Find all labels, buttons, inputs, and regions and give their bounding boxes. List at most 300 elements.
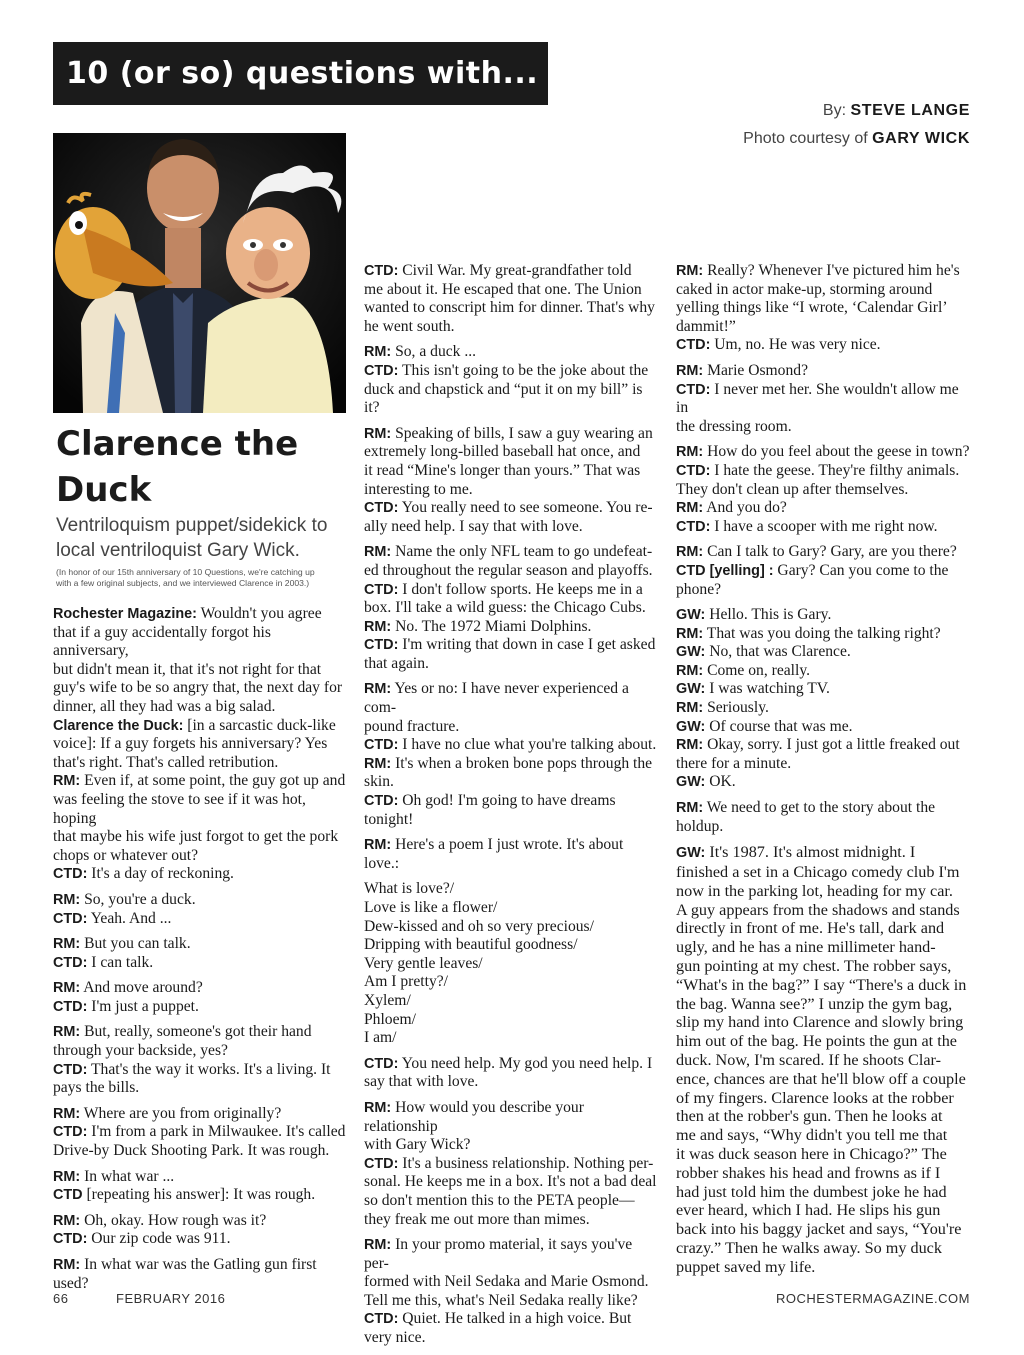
speaker-label: RM:	[364, 837, 392, 854]
speaker-label: CTD:	[53, 954, 88, 971]
speaker-label: GW:	[676, 718, 706, 735]
line-text: Here's a poem I just wrote. It's about love.:	[364, 836, 624, 872]
text-line	[364, 1192, 660, 1211]
line-text: holdup.	[676, 817, 724, 835]
exchange-paragraph	[364, 836, 660, 873]
line-text: They don't clean up after themselves.	[676, 480, 909, 498]
text-line	[364, 499, 660, 518]
exchange-paragraph	[53, 1212, 348, 1249]
text-line	[364, 443, 660, 462]
line-text: It's when a broken bone pops through the	[391, 754, 653, 772]
line-text: Yes or no: I have never experienced a com-	[364, 680, 629, 717]
line-text: This isn't going to be the joke about the	[398, 361, 649, 379]
line-text: pound fracture.	[364, 717, 460, 735]
line-text: used?	[53, 1274, 89, 1292]
line-text: No. The 1972 Miami Dolphins.	[391, 617, 592, 635]
text-line	[676, 1107, 972, 1126]
line-text: I can talk.	[87, 953, 154, 971]
speaker-label: RM:	[364, 544, 392, 561]
section-banner: 10 (or so) questions with...	[53, 42, 548, 105]
line-text: duck and chapstick and “put it on my bill” is it?	[364, 380, 643, 417]
poem	[364, 880, 660, 1047]
line-text: Marie Osmond?	[703, 361, 808, 379]
speaker-label: CTD:	[53, 866, 88, 883]
speaker-label: CTD:	[676, 518, 711, 535]
speaker-label: RM:	[676, 800, 704, 817]
line-text: It's a day of reckoning.	[87, 865, 234, 883]
line-text: So, you're a duck.	[80, 890, 196, 908]
speaker-label: CTD:	[364, 581, 399, 598]
speaker-label: CTD:	[53, 1231, 88, 1248]
line-text: the dressing room.	[676, 417, 792, 435]
speaker-label: GW:	[676, 774, 706, 791]
speaker-label: CTD:	[364, 1311, 399, 1328]
text-line	[676, 499, 972, 518]
line-text: So, a duck ...	[391, 343, 477, 361]
text-line	[53, 865, 348, 884]
speaker-label: RM:	[676, 625, 704, 642]
interview-column-2	[364, 262, 660, 1355]
line-text: through your backside, yes?	[53, 1042, 228, 1060]
text-line	[364, 425, 660, 444]
line-text: phone?	[676, 580, 722, 598]
speaker-label: CTD:	[364, 637, 399, 654]
text-line	[676, 1145, 972, 1164]
text-line	[364, 1055, 660, 1074]
line-text: yelling things like “I wrote, ‘Calendar Girl’	[676, 299, 948, 317]
line-text: duck. Now, I'm scared. If he shoots Clar-	[676, 1050, 941, 1069]
speaker-label: RM:	[676, 263, 704, 279]
line-text: ugly, and he has a nine millimeter hand-	[676, 938, 936, 957]
issue-date: FEBRUARY 2016	[116, 1291, 226, 1306]
line-text: I'm just a puppet.	[87, 997, 199, 1015]
text-line	[676, 262, 972, 281]
line-text: Um, no. He was very nice.	[710, 336, 881, 354]
text-line	[364, 1273, 660, 1292]
speaker-label: GW:	[676, 845, 706, 862]
text-line	[676, 643, 972, 662]
speaker-label: RM:	[53, 1257, 81, 1273]
poem-line: What is love?/	[364, 880, 455, 898]
text-line	[676, 1164, 972, 1183]
poem-line: Very gentle leaves/	[364, 954, 483, 972]
text-line	[676, 843, 972, 863]
interview-block	[676, 262, 972, 836]
line-text: I'm from a park in Milwaukee. It's called	[87, 1123, 346, 1141]
speaker-label: CTD:	[53, 1124, 88, 1141]
line-text: him out of the bag. He points the gun at the	[676, 1032, 957, 1051]
text-line	[676, 699, 972, 718]
line-text: OK.	[705, 773, 736, 791]
text-line	[676, 418, 972, 437]
line-text: Tell me this, what's Neil Sedaka really like?	[364, 1291, 638, 1309]
line-text: sonal. He keeps me in a box. It's not a bad deal	[364, 1173, 657, 1191]
line-text: Even if, at some point, the guy got up and	[80, 772, 346, 790]
speaker-label: CTD:	[364, 263, 399, 279]
line-text: back into his baggy jacket and says, “You're	[676, 1220, 962, 1239]
text-line	[676, 1032, 972, 1051]
text-line	[364, 811, 660, 830]
text-line	[53, 998, 348, 1017]
line-text: In what war was the Gatling gun first	[80, 1256, 317, 1273]
line-text: Speaking of bills, I saw a guy wearing an	[391, 424, 653, 442]
text-line	[364, 462, 660, 481]
exchange-paragraph	[676, 799, 972, 836]
line-text: Hello. This is Gary.	[705, 606, 832, 624]
line-text: crazy.” Then he walks away. So my duck	[676, 1238, 942, 1257]
line-text: with Gary Wick?	[364, 1136, 471, 1154]
line-text: I have no clue what you're talking about.	[398, 736, 657, 754]
text-line	[676, 976, 972, 995]
text-line	[676, 995, 972, 1014]
text-line	[53, 698, 348, 717]
speaker-label: RM:	[364, 425, 392, 442]
exchange-paragraph	[364, 343, 660, 417]
interview-block	[364, 262, 660, 873]
text-line	[676, 680, 972, 699]
line-text: skin.	[364, 773, 394, 791]
title-line: Clarence the	[56, 424, 299, 464]
line-text: voice]: If a guy forgets his anniversary? Yes	[53, 735, 328, 753]
text-line	[364, 1073, 660, 1092]
line-text: Can I talk to Gary? Gary, are you there?	[703, 543, 957, 561]
text-line	[676, 299, 972, 318]
speaker-label: CTD:	[364, 362, 399, 379]
line-text: But you can talk.	[80, 935, 191, 953]
photographer-name: GARY WICK	[872, 130, 970, 147]
text-line	[364, 1211, 660, 1230]
text-line	[53, 1061, 348, 1080]
text-line	[53, 935, 348, 954]
line-text: dammit!”	[676, 317, 736, 335]
text-line	[53, 1142, 348, 1161]
speaker-label: RM:	[53, 1105, 81, 1122]
speaker-label: Rochester Magazine:	[53, 606, 197, 622]
interview-block	[364, 1055, 660, 1348]
text-line	[53, 910, 348, 929]
line-text: so don't mention this to the PETA people—	[364, 1191, 635, 1209]
text-line	[364, 1155, 660, 1174]
text-line	[364, 599, 660, 618]
page-number: 66	[53, 1291, 69, 1306]
interview-column-1	[53, 605, 348, 1300]
exchange-paragraph	[53, 935, 348, 972]
text-line	[364, 318, 660, 337]
exchange-paragraph	[53, 979, 348, 1016]
poem-line: Xylem/	[364, 991, 411, 1009]
text-line	[364, 299, 660, 318]
text-line	[676, 606, 972, 625]
line-text: And move around?	[80, 979, 203, 997]
subtitle-line: local ventriloquist Gary Wick.	[56, 540, 300, 561]
exchange-paragraph	[364, 425, 660, 537]
line-text: That was you doing the talking right?	[703, 624, 941, 642]
speaker-label: RM:	[676, 444, 704, 461]
text-line	[53, 1186, 348, 1205]
text-line	[676, 518, 972, 537]
line-text: it read “Mine's longer than yours.” That was	[364, 461, 641, 479]
line-text: I was watching TV.	[705, 680, 830, 698]
text-line	[364, 1099, 660, 1136]
line-text: that maybe his wife just forgot to get the pork	[53, 828, 339, 846]
line-text: In what war ...	[80, 1167, 175, 1185]
line-text: I hate the geese. They're filthy animals.	[710, 461, 960, 479]
text-line	[364, 836, 660, 873]
line-text: slip my hand into Clarence and slowly bring	[676, 1013, 964, 1032]
line-text: Really? Whenever I've pictured him he's	[703, 262, 960, 279]
exchange-paragraph	[364, 1236, 660, 1348]
exchange-paragraph	[364, 1055, 660, 1092]
text-line	[676, 938, 972, 957]
line-text: was feeling the stove to see if it was hot, hoping	[53, 790, 306, 827]
speaker-label: CTD:	[364, 1055, 399, 1072]
line-text: very nice.	[364, 1329, 426, 1347]
text-line	[53, 1079, 348, 1098]
text-line	[364, 362, 660, 381]
article-title	[56, 421, 356, 513]
text-line	[364, 1292, 660, 1311]
line-text: “What's in the bag?” I say “There's a duck in	[676, 975, 967, 994]
text-line	[676, 818, 972, 837]
line-text: In your promo material, it says you've per-	[364, 1236, 633, 1272]
speaker-label: RM:	[676, 362, 704, 379]
poem-line: Dew-kissed and oh so very precious/	[364, 917, 594, 935]
line-text: dinner, all they had was a big salad.	[53, 697, 276, 715]
line-text: [in a sarcastic duck-like	[183, 716, 336, 734]
speaker-label: CTD:	[53, 910, 88, 927]
speaker-label: RM:	[53, 1212, 81, 1229]
line-text: formed with Neil Sedaka and Marie Osmond.	[364, 1273, 649, 1291]
line-text: there for a minute.	[676, 754, 792, 772]
text-line	[676, 625, 972, 644]
text-line	[53, 979, 348, 998]
text-line	[676, 381, 972, 418]
text-line	[676, 1089, 972, 1108]
line-text: ed throughout the regular season and playoffs.	[364, 561, 653, 579]
text-line	[53, 624, 348, 661]
text-line	[676, 901, 972, 920]
line-text: Where are you from originally?	[80, 1104, 282, 1122]
exchange-paragraph	[53, 1256, 348, 1293]
text-line	[364, 262, 660, 281]
poem-line: Dripping with beautiful goodness/	[364, 936, 578, 954]
text-line	[364, 792, 660, 811]
text-line	[676, 1220, 972, 1239]
speaker-label: RM:	[53, 1168, 81, 1185]
line-text: Oh, okay. How rough was it?	[80, 1211, 267, 1229]
line-text: Quiet. He talked in a high voice. But	[398, 1310, 632, 1328]
line-text: wanted to conscript him for dinner. That's why	[364, 299, 655, 317]
exchange-paragraph	[53, 605, 348, 884]
text-line	[676, 799, 972, 818]
interview-column-3	[676, 262, 972, 1277]
line-text: We need to get to the story about the	[703, 799, 936, 817]
speaker-label: RM:	[53, 936, 81, 953]
text-line	[676, 581, 972, 600]
exchange-paragraph	[53, 1105, 348, 1161]
line-text: I don't follow sports. He keeps me in a	[398, 580, 643, 598]
line-text: Wouldn't you agree	[196, 605, 322, 622]
line-text: that if a guy accidentally forgot his anniversary,	[53, 623, 271, 660]
line-text: Civil War. My great-grandfather told	[398, 262, 632, 279]
text-line	[364, 736, 660, 755]
text-line	[364, 1310, 660, 1329]
line-text: but didn't mean it, that it's not right for that	[53, 660, 322, 678]
line-text: caked in actor make-up, storming around	[676, 280, 933, 298]
speaker-label: GW:	[676, 644, 706, 661]
text-line	[53, 847, 348, 866]
text-line	[53, 717, 348, 736]
text-line	[364, 1136, 660, 1155]
speaker-label: CTD:	[364, 500, 399, 517]
line-text: Of course that was me.	[705, 717, 853, 735]
speaker-label: CTD:	[53, 1061, 88, 1078]
byline	[743, 97, 970, 153]
speaker-label: RM:	[364, 755, 392, 772]
text-line	[53, 1168, 348, 1187]
speaker-label: GW:	[676, 681, 706, 698]
line-text: of my fingers. Clarence looks at the robber	[676, 1088, 954, 1107]
speaker-label: RM:	[676, 662, 704, 679]
line-text: Drive-by Duck Shooting Park. It was rough.	[53, 1142, 330, 1160]
holdup-story	[676, 843, 972, 1276]
line-text: I'm writing that down in case I get asked	[398, 636, 656, 654]
exchange-paragraph	[676, 362, 972, 436]
line-text: me and says, “Why didn't you tell me that	[676, 1126, 948, 1145]
line-text: How would you describe your relationship	[364, 1098, 584, 1135]
poem-line: Am I pretty?/	[364, 973, 449, 991]
line-text: You need help. My god you need help. I	[398, 1054, 653, 1072]
text-line	[53, 1256, 348, 1275]
line-text: they freak me out more than mimes.	[364, 1210, 590, 1228]
line-text: How do you feel about the geese in town?	[703, 443, 970, 461]
exchange-paragraph	[676, 262, 972, 355]
line-text: box. I'll take a wild guess: the Chicago Cubs.	[364, 599, 646, 617]
line-text: chops or whatever out?	[53, 846, 199, 864]
line-text: Gary? Can you come to the	[773, 561, 949, 579]
speaker-label: RM:	[364, 1099, 392, 1116]
line-text: that's right. That's called retribution.	[53, 753, 279, 771]
text-line	[364, 655, 660, 674]
speaker-label: CTD:	[676, 462, 711, 479]
line-text: it was duck season here in Chicago?” The	[676, 1144, 947, 1163]
text-line	[676, 336, 972, 355]
website: ROCHESTERMAGAZINE.COM	[776, 1291, 970, 1306]
note-line: (In honor of our 15th anniversary of 10 Questions, we're catching up	[56, 567, 315, 577]
line-text: extremely long-billed baseball hat once, and	[364, 443, 641, 461]
line-text: had just told him the dumbest joke he had	[676, 1182, 947, 1201]
exchange-paragraph	[364, 543, 660, 673]
text-line	[364, 718, 660, 737]
line-text: ever heard, which I had. He slips his gun	[676, 1201, 941, 1220]
speaker-label: RM:	[676, 544, 704, 561]
line-text: the bag. Wanna see?” I unzip the gym bag,	[676, 994, 953, 1013]
line-text: now in the parking lot, heading for my car.	[676, 881, 953, 900]
speaker-label: RM:	[676, 700, 704, 717]
title-line: Duck	[56, 470, 152, 510]
exchange-paragraph	[364, 262, 660, 336]
text-line	[53, 891, 348, 910]
text-line	[364, 562, 660, 581]
speaker-label: RM:	[364, 344, 392, 361]
line-text: I never met her. She wouldn't allow me in	[676, 380, 959, 417]
line-text: directly in front of me. He's tall, dark and	[676, 919, 945, 938]
text-line	[53, 1123, 348, 1142]
text-line	[676, 362, 972, 381]
text-line	[676, 882, 972, 901]
text-line	[364, 518, 660, 537]
text-line	[364, 543, 660, 562]
speaker-label: RM:	[676, 500, 704, 517]
poem-line: Phloem/	[364, 1010, 416, 1028]
exchange-paragraph	[364, 1099, 660, 1229]
line-text: gun pointing at my chest. The robber says,	[676, 957, 952, 975]
speaker-label: RM:	[676, 737, 704, 754]
text-line	[676, 1013, 972, 1032]
line-text: Come on, really.	[703, 661, 811, 679]
line-text: then at the robber's gun. Then he looks at	[676, 1107, 943, 1126]
text-line	[364, 773, 660, 792]
line-text: guy's wife to be so angry that, the next day for	[53, 679, 343, 697]
text-line	[676, 773, 972, 792]
line-text: I have a scooper with me right now.	[710, 517, 938, 535]
line-text: that again.	[364, 654, 429, 672]
line-text: he went south.	[364, 317, 455, 335]
exchange-paragraph	[53, 891, 348, 928]
text-line	[364, 1236, 660, 1273]
text-line	[676, 1201, 972, 1220]
speaker-label: CTD:	[676, 381, 711, 398]
text-line	[53, 828, 348, 847]
text-line	[53, 679, 348, 698]
exchange-paragraph	[676, 606, 972, 792]
line-text: pays the bills.	[53, 1079, 140, 1097]
text-line	[53, 1042, 348, 1061]
speaker-label: RM:	[53, 980, 81, 997]
text-line	[364, 680, 660, 717]
line-text: tonight!	[364, 810, 414, 828]
line-text: It's a business relationship. Nothing per-	[398, 1154, 654, 1172]
text-line	[364, 381, 660, 418]
line-text: You really need to see someone. You re-	[398, 499, 653, 517]
author-credit: By: STEVE LANGE	[822, 102, 970, 119]
text-line	[53, 1212, 348, 1231]
text-line	[676, 1258, 972, 1277]
line-text: ally need help. I say that with love.	[364, 517, 583, 535]
text-line	[676, 443, 972, 462]
speaker-label: RM:	[53, 891, 81, 908]
line-text: [repeating his answer]: It was rough.	[82, 1186, 316, 1204]
text-line	[676, 562, 972, 581]
text-line	[676, 1126, 972, 1145]
photo-credit: Photo courtesy of GARY WICK	[743, 130, 970, 147]
text-line	[676, 1183, 972, 1202]
line-text: But, really, someone's got their hand	[80, 1023, 312, 1041]
feature-photo	[53, 133, 346, 413]
exchange-paragraph	[676, 443, 972, 536]
text-line	[676, 755, 972, 774]
line-text: That's the way it works. It's a living. It	[87, 1060, 331, 1078]
speaker-label: RM:	[364, 681, 392, 698]
text-line	[676, 543, 972, 562]
text-line	[676, 1239, 972, 1258]
speaker-label: CTD:	[676, 337, 711, 354]
poem-line: I am/	[364, 1029, 397, 1047]
text-line	[53, 772, 348, 791]
text-line	[53, 791, 348, 828]
text-line	[53, 1105, 348, 1124]
line-text: A guy appears from the shadows and stands	[676, 900, 960, 919]
